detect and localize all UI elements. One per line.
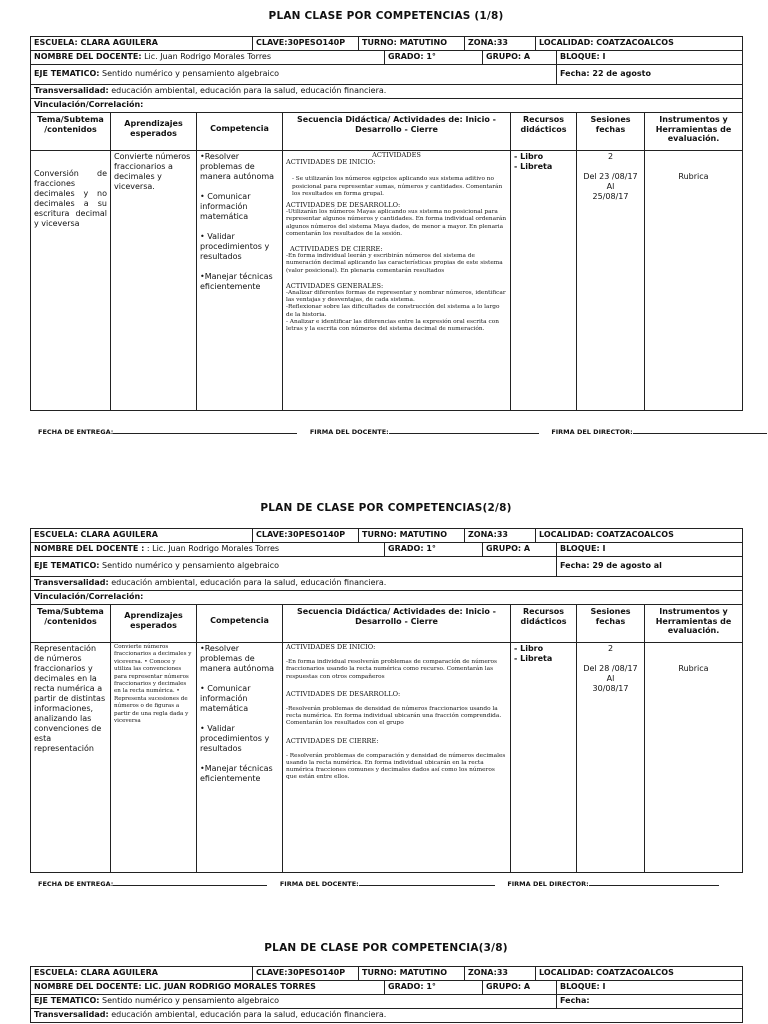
teacher-cell: NOMBRE DEL DOCENTE: LIC. JUAN RODRIGO MORALES TORRES xyxy=(31,981,385,994)
vinc-row xyxy=(31,591,743,605)
secuencia-heading: ACTIVIDADES DE INICIO: xyxy=(286,643,376,651)
teacher-cell xyxy=(31,543,385,556)
eje-label: EJE TEMATICO: xyxy=(34,561,100,570)
trans-row xyxy=(31,577,743,591)
secuencia-cell xyxy=(283,643,511,872)
competencia-item: •Manejar técnicas eficientemente xyxy=(200,764,273,783)
bloque-cell: BLOQUE: I xyxy=(557,543,743,556)
plan-1 xyxy=(30,10,742,440)
eje-label: EJE TEMATICO: xyxy=(34,996,100,1005)
entrega-label: FECHA DE ENTREGA: xyxy=(38,428,114,436)
recursos-cell xyxy=(511,151,577,410)
competencia-item: • Comunicar información matemática xyxy=(200,192,251,221)
header-competencia: Competencia xyxy=(197,605,283,642)
secuencia-text: - Resolverán problemas de comparación y densidad de números decimales usando la recta numérica. En forma individual ubicarán en la recta numérica fracciones comunes y decimales dados así como los números que están entre ellos. xyxy=(286,752,506,781)
secuencia-text: -Reflexionar sobre las dificultades de construcción del sistema a lo largo de la historia. xyxy=(286,304,500,318)
grado-cell: GRADO: 1° xyxy=(385,51,483,64)
bloque-cell: BLOQUE: I xyxy=(557,51,743,64)
plan-title: PLAN DE CLASE POR COMPETENCIA(3/8) xyxy=(264,942,508,954)
entrega-label: FECHA DE ENTREGA: xyxy=(38,880,114,888)
competencia-item: • Comunicar información matemática xyxy=(200,684,251,713)
bloque-cell: BLOQUE: I xyxy=(557,981,743,994)
signature-row xyxy=(38,879,719,888)
grupo-cell: GRUPO: A xyxy=(483,543,557,556)
secuencia-heading: ACTIVIDADES DE CIERRE: xyxy=(286,736,379,745)
firma-director-line xyxy=(633,427,767,434)
secuencia-text: - Analizar e identificar las diferencias entre la expresión oral escrita con letras y la escrita con números del sistema decimal de numeración. xyxy=(286,318,499,333)
secuencia-heading: ACTIVIDADES DE DESARROLLO: xyxy=(286,689,401,698)
tema-cell: Conversión de fracciones decimales y no decimales a su escritura decimal y viceversa xyxy=(31,151,111,410)
grupo-cell: GRUPO: A xyxy=(483,981,557,994)
eje-row xyxy=(31,995,743,1009)
grupo-cell: GRUPO: A xyxy=(483,51,557,64)
competencia-cell xyxy=(197,643,283,872)
header-instrumentos: Instrumentos y Herramientas de evaluación. xyxy=(645,113,743,150)
header-competencia: Competencia xyxy=(197,113,283,150)
school-cell: ESCUELA: CLARA AGUILERA xyxy=(31,967,253,980)
plan-title: PLAN CLASE POR COMPETENCIAS (1/8) xyxy=(268,10,504,22)
firma-docente-line xyxy=(359,879,495,886)
header-secuencia: Secuencia Didáctica/ Actividades de: Inicio - Desarrollo - Cierre xyxy=(283,113,511,150)
fecha-cell: Fecha: 22 de agosto xyxy=(557,65,743,84)
teacher-name: : Lic. Juan Rodrigo Morales Torres xyxy=(146,544,280,553)
aprendizajes-cell: Convierte números fraccionarios a decimales y viceversa. • Conoce y utiliza las convenciones para representar números fraccionarios y decimales en la recta numérica. • Representa sucesiones de números o de figuras a partir de una regla dada y viceversa xyxy=(111,643,197,872)
localidad-cell: LOCALIDAD: COATZACOALCOS xyxy=(536,37,743,50)
school-cell: ESCUELA: CLARA AGUILERA xyxy=(31,37,253,50)
grado-cell: GRADO: 1° xyxy=(385,981,483,994)
eje-cell xyxy=(31,995,557,1008)
sesiones-line: Del 23 /08/17 xyxy=(583,172,638,181)
sesiones-line: Del 28 /08/17 xyxy=(583,664,638,673)
vinc-cell: Vinculación/Correlación: xyxy=(31,591,743,604)
sesiones-line: Al xyxy=(606,674,615,683)
recursos-cell xyxy=(511,643,577,872)
zona-cell: ZONA:33 xyxy=(465,37,536,50)
competencia-item: •Resolver problemas de manera autónoma xyxy=(200,152,275,181)
sesiones-line: 25/08/17 xyxy=(592,192,629,201)
signature-row xyxy=(38,427,767,436)
header-sesiones: Sesiones fechas xyxy=(577,605,645,642)
sesiones-count: 2 xyxy=(607,644,614,653)
secuencia-heading: ACTIVIDADES DE INICIO: xyxy=(286,158,376,167)
teacher-name: Lic. Juan Rodrigo Morales Torres xyxy=(144,52,272,61)
competencia-item: •Resolver problemas de manera autónoma xyxy=(200,644,275,673)
trans-row xyxy=(31,85,743,99)
sesiones-cell xyxy=(577,643,645,872)
header-tema: Tema/Subtema /contenidos xyxy=(31,605,111,642)
eje-cell xyxy=(31,557,557,576)
vinc-row xyxy=(31,99,743,113)
competencia-item: • Validar procedimientos y resultados xyxy=(200,724,270,753)
eje-value: Sentido numérico y pensamiento algebraico xyxy=(102,69,280,78)
eje-value: Sentido numérico y pensamiento algebraico xyxy=(102,996,280,1005)
teacher-label: NOMBRE DEL DOCENTE : xyxy=(34,544,145,553)
trans-label: Transversalidad: xyxy=(34,86,109,95)
sesiones-line: 30/08/17 xyxy=(592,684,629,693)
secuencia-text: -Analizar diferentes formas de representar y nombrar números, identificar las ventajas y desventajas, de cada sistema. xyxy=(286,290,506,304)
header-row xyxy=(31,113,743,151)
secuencia-heading: ACTIVIDADES DE DESARROLLO: xyxy=(286,201,401,210)
firma-docente-label: FIRMA DEL DOCENTE: xyxy=(309,428,389,436)
instrumentos-cell: Rubrica xyxy=(645,643,743,872)
header-aprendizajes: Aprendizajes esperados xyxy=(111,605,197,642)
trans-cell xyxy=(31,577,743,590)
teacher-row xyxy=(31,981,743,995)
entrega-line xyxy=(113,879,267,886)
trans-value: educación ambiental, educación para la salud, educación financiera. xyxy=(111,86,387,95)
recurso-item: - Libreta xyxy=(514,654,553,663)
plan-title: PLAN DE CLASE POR COMPETENCIAS(2/8) xyxy=(260,502,512,514)
clave-cell: CLAVE:30PESO140P xyxy=(253,37,359,50)
eje-label: EJE TEMATICO: xyxy=(34,69,100,78)
localidad-cell: LOCALIDAD: COATZACOALCOS xyxy=(536,967,743,980)
secuencia-text: -Resolverán problemas de densidad de números fraccionarios usando la recta numérica. En forma individual ubicarán una fracción comprendida. Comentarán los resultados con el grupo xyxy=(286,706,502,727)
plan-table xyxy=(30,966,743,1023)
trans-label: Transversalidad: xyxy=(34,1010,109,1019)
header-row xyxy=(31,605,743,643)
trans-label: Transversalidad: xyxy=(34,578,109,587)
grado-cell: GRADO: 1° xyxy=(385,543,483,556)
turno-cell: TURNO: MATUTINO xyxy=(359,967,465,980)
secuencia-heading: ACTIVIDADES xyxy=(372,151,421,159)
aprendizajes-cell: Convierte números fraccionarios a decimales y viceversa. xyxy=(111,151,197,410)
firma-director-label: FIRMA DEL DIRECTOR: xyxy=(507,880,589,888)
instrumentos-cell: Rubrica xyxy=(645,151,743,410)
content-row xyxy=(31,643,743,873)
secuencia-text: -En forma individual leerán y escribirán números del sistema de numeración decimal aplicando las características propias de este sistema (valor posicional). En plenaria comentarán resultados xyxy=(286,253,503,274)
firma-director-line xyxy=(589,879,719,886)
zona-cell: ZONA:33 xyxy=(465,967,536,980)
eje-value: Sentido numérico y pensamiento algebraico xyxy=(102,561,280,570)
eje-row xyxy=(31,65,743,85)
plan-table xyxy=(30,528,743,873)
school-row xyxy=(31,37,743,51)
plan-2 xyxy=(30,502,742,902)
secuencia-heading: ACTIVIDADES DE CIERRE: xyxy=(290,245,383,254)
sesiones-count: 2 xyxy=(607,152,614,161)
firma-docente-line xyxy=(389,427,539,434)
recurso-item: - Libro xyxy=(514,152,544,161)
sesiones-cell xyxy=(577,151,645,410)
school-row xyxy=(31,529,743,543)
content-row xyxy=(31,151,743,411)
header-sesiones: Sesiones fechas xyxy=(577,113,645,150)
secuencia-text: -En forma individual resolverán problemas de comparación de números fraccionarios usando la recta numérica como recurso. Comentarán las respuestas con otros compañeros xyxy=(286,659,498,680)
vinc-cell: Vinculación/Correlación: xyxy=(31,99,743,112)
eje-row xyxy=(31,557,743,577)
recurso-item: - Libro xyxy=(514,644,544,653)
school-cell: ESCUELA: CLARA AGUILERA xyxy=(31,529,253,542)
header-instrumentos: Instrumentos y Herramientas de evaluación. xyxy=(645,605,743,642)
entrega-line xyxy=(113,427,297,434)
secuencia-text: - Se utilizarán los números egipcios aplicando sus sistema aditivo no posicional para representar sumas, números y cantidades. Comentarán los resultados en forma grupal. xyxy=(292,176,503,197)
turno-cell: TURNO: MATUTINO xyxy=(359,37,465,50)
trans-value: educación ambiental, educación para la salud, educación financiera. xyxy=(111,1010,387,1019)
firma-director-label: FIRMA DEL DIRECTOR: xyxy=(551,428,633,436)
tema-cell: Representación de números fraccionarios y decimales en la recta numérica a partir de distintas informaciones, analizando las convenciones de esta representación xyxy=(31,643,111,872)
secuencia-text: -Utilizarán los números Mayas aplicando sus sistema no posicional para representar algunos números y cantidades. En forma individual ordenarán algunos números del sistema Maya dados, de menor a mayor. En plenaria comentarán los resultados de la sesión. xyxy=(286,209,507,237)
teacher-row xyxy=(31,51,743,65)
header-secuencia: Secuencia Didáctica/ Actividades de: Inicio - Desarrollo - Cierre xyxy=(283,605,511,642)
fecha-cell: Fecha: 29 de agosto al xyxy=(557,557,743,576)
trans-row xyxy=(31,1009,743,1023)
trans-cell xyxy=(31,85,743,98)
header-recursos: Recursos didácticos xyxy=(511,605,577,642)
teacher-row xyxy=(31,543,743,557)
zona-cell: ZONA:33 xyxy=(465,529,536,542)
turno-cell: TURNO: MATUTINO xyxy=(359,529,465,542)
eje-cell xyxy=(31,65,557,84)
sesiones-line: Al xyxy=(606,182,615,191)
recurso-item: - Libreta xyxy=(514,162,553,171)
clave-cell: CLAVE:30PESO140P xyxy=(253,529,359,542)
localidad-cell: LOCALIDAD: COATZACOALCOS xyxy=(536,529,743,542)
clave-cell: CLAVE:30PESO140P xyxy=(253,967,359,980)
school-row xyxy=(31,967,743,981)
fecha-cell: Fecha: xyxy=(557,995,743,1008)
competencia-cell xyxy=(197,151,283,410)
trans-cell xyxy=(31,1009,743,1022)
secuencia-heading: ACTIVIDADES GENERALES: xyxy=(286,281,384,290)
teacher-label: NOMBRE DEL DOCENTE: xyxy=(34,52,142,61)
trans-value: educación ambiental, educación para la salud, educación financiera. xyxy=(111,578,387,587)
teacher-cell xyxy=(31,51,385,64)
secuencia-cell xyxy=(283,151,511,410)
plan-3 xyxy=(30,942,742,1024)
firma-docente-label: FIRMA DEL DOCENTE: xyxy=(279,880,359,888)
header-recursos: Recursos didácticos xyxy=(511,113,577,150)
header-aprendizajes: Aprendizajes esperados xyxy=(111,113,197,150)
plan-table xyxy=(30,36,743,411)
competencia-item: •Manejar técnicas eficientemente xyxy=(200,272,273,291)
competencia-item: • Validar procedimientos y resultados xyxy=(200,232,270,261)
header-tema: Tema/Subtema /contenidos xyxy=(31,113,111,150)
